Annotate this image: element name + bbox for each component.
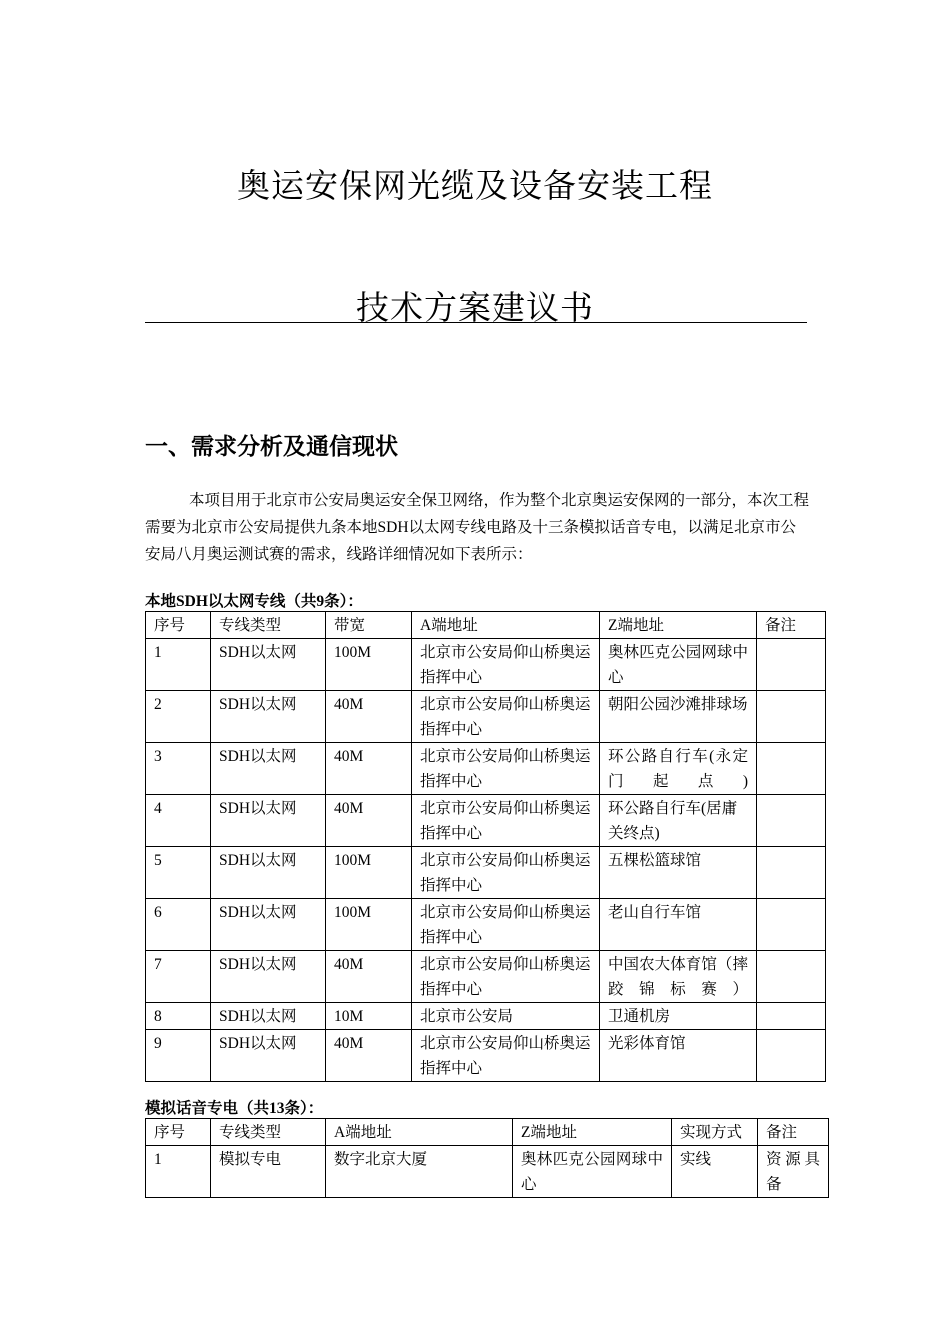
table-header-row — [146, 1119, 829, 1146]
table-cell: 中国农大体育馆（摔跤锦标赛） — [600, 951, 757, 1003]
table-row — [146, 743, 826, 795]
table-cell: 北京市公安局仰山桥奥运指挥中心 — [412, 951, 600, 1003]
table-header-row — [146, 612, 826, 639]
table-cell — [757, 639, 826, 691]
sdh-table-caption: 本地SDH以太网专线（共9条）： — [145, 593, 363, 610]
table-cell: 数字北京大厦 — [326, 1146, 513, 1198]
table-cell: 6 — [146, 899, 211, 951]
table-cell: 北京市公安局仰山桥奥运指挥中心 — [412, 899, 600, 951]
table-row — [146, 639, 826, 691]
table-cell: 奥林匹克公园网球中心 — [600, 639, 757, 691]
table-cell: 10M — [326, 1003, 412, 1030]
table-row — [146, 1003, 826, 1030]
table-cell — [757, 899, 826, 951]
table-cell: 环公路自行车(永定门起点) — [600, 743, 757, 795]
voice-table-caption: 模拟话音专电（共13条）： — [145, 1100, 324, 1117]
table-cell: 5 — [146, 847, 211, 899]
table-cell: SDH以太网 — [211, 951, 326, 1003]
table-cell — [757, 951, 826, 1003]
table-cell: 北京市公安局仰山桥奥运指挥中心 — [412, 691, 600, 743]
table-cell: 北京市公安局仰山桥奥运指挥中心 — [412, 639, 600, 691]
table-cell: 五棵松篮球馆 — [600, 847, 757, 899]
table-cell: 100M — [326, 639, 412, 691]
table-cell: 实线 — [672, 1146, 758, 1198]
table-header-cell: 序号 — [146, 612, 211, 639]
table-cell: 北京市公安局仰山桥奥运指挥中心 — [412, 1030, 600, 1082]
table-cell: 40M — [326, 795, 412, 847]
document-title-line1: 奥运安保网光缆及设备安装工程 — [237, 166, 713, 205]
table-row — [146, 1146, 829, 1198]
table-cell: SDH以太网 — [211, 899, 326, 951]
table-cell: 光彩体育馆 — [600, 1030, 757, 1082]
table-cell: SDH以太网 — [211, 795, 326, 847]
table-cell: 北京市公安局仰山桥奥运指挥中心 — [412, 795, 600, 847]
analog-voice-table — [145, 1118, 829, 1198]
table-cell: 100M — [326, 899, 412, 951]
table-header-cell: 备注 — [757, 612, 826, 639]
table-cell — [757, 1003, 826, 1030]
table-cell: 40M — [326, 743, 412, 795]
table-row — [146, 795, 826, 847]
table-cell — [757, 743, 826, 795]
table-cell: 7 — [146, 951, 211, 1003]
table-cell: SDH以太网 — [211, 847, 326, 899]
table-header-cell: 序号 — [146, 1119, 211, 1146]
table-cell: 奥林匹克公园网球中心 — [513, 1146, 672, 1198]
table-cell: 资源具备 — [758, 1146, 829, 1198]
table-cell: 1 — [146, 1146, 211, 1198]
sdh-ethernet-table — [145, 611, 826, 1082]
table-cell: 100M — [326, 847, 412, 899]
title-divider — [145, 322, 807, 323]
table-cell: SDH以太网 — [211, 743, 326, 795]
table-cell: 北京市公安局仰山桥奥运指挥中心 — [412, 743, 600, 795]
table-cell: SDH以太网 — [211, 1030, 326, 1082]
table-cell: 北京市公安局 — [412, 1003, 600, 1030]
table-cell: 9 — [146, 1030, 211, 1082]
table-header-cell: 带宽 — [326, 612, 412, 639]
table-header-cell: 备注 — [758, 1119, 829, 1146]
table-cell — [757, 795, 826, 847]
table-cell — [757, 847, 826, 899]
table-header-cell: Z端地址 — [513, 1119, 672, 1146]
document-title-line2: 技术方案建议书 — [356, 288, 594, 327]
table-cell — [757, 1030, 826, 1082]
table-cell: 8 — [146, 1003, 211, 1030]
table-cell: 模拟专电 — [211, 1146, 326, 1198]
table-cell: SDH以太网 — [211, 1003, 326, 1030]
table-cell: 卫通机房 — [600, 1003, 757, 1030]
table-header-cell: 专线类型 — [211, 612, 326, 639]
table-cell: SDH以太网 — [211, 691, 326, 743]
table-cell: 北京市公安局仰山桥奥运指挥中心 — [412, 847, 600, 899]
table-cell: 40M — [326, 1030, 412, 1082]
table-cell: 3 — [146, 743, 211, 795]
table-cell: 2 — [146, 691, 211, 743]
table-cell: 朝阳公园沙滩排球场 — [600, 691, 757, 743]
table-header-cell: Z端地址 — [600, 612, 757, 639]
table-row — [146, 951, 826, 1003]
section-heading: 一、需求分析及通信现状 — [145, 434, 398, 460]
table-row — [146, 847, 826, 899]
table-header-cell: A端地址 — [326, 1119, 513, 1146]
table-row — [146, 899, 826, 951]
table-cell: 环公路自行车(居庸关终点) — [600, 795, 757, 847]
table-cell: 老山自行车馆 — [600, 899, 757, 951]
section-paragraph: 本项目用于北京市公安局奥运安全保卫网络，作为整个北京奥运安保网的一部分，本次工程需要为北京市公安局提供九条本地SDH以太网专线电路及十三条模拟话音专电，以满足北京市公安局八月奥运测试赛的需求，线路详细情况如下表所示： — [145, 492, 810, 563]
table-cell: 1 — [146, 639, 211, 691]
table-header-cell: A端地址 — [412, 612, 600, 639]
table-header-cell: 实现方式 — [672, 1119, 758, 1146]
table-cell: 4 — [146, 795, 211, 847]
table-header-cell: 专线类型 — [211, 1119, 326, 1146]
table-cell — [757, 691, 826, 743]
table-row — [146, 691, 826, 743]
table-cell: 40M — [326, 691, 412, 743]
table-cell: 40M — [326, 951, 412, 1003]
table-cell: SDH以太网 — [211, 639, 326, 691]
table-row — [146, 1030, 826, 1082]
